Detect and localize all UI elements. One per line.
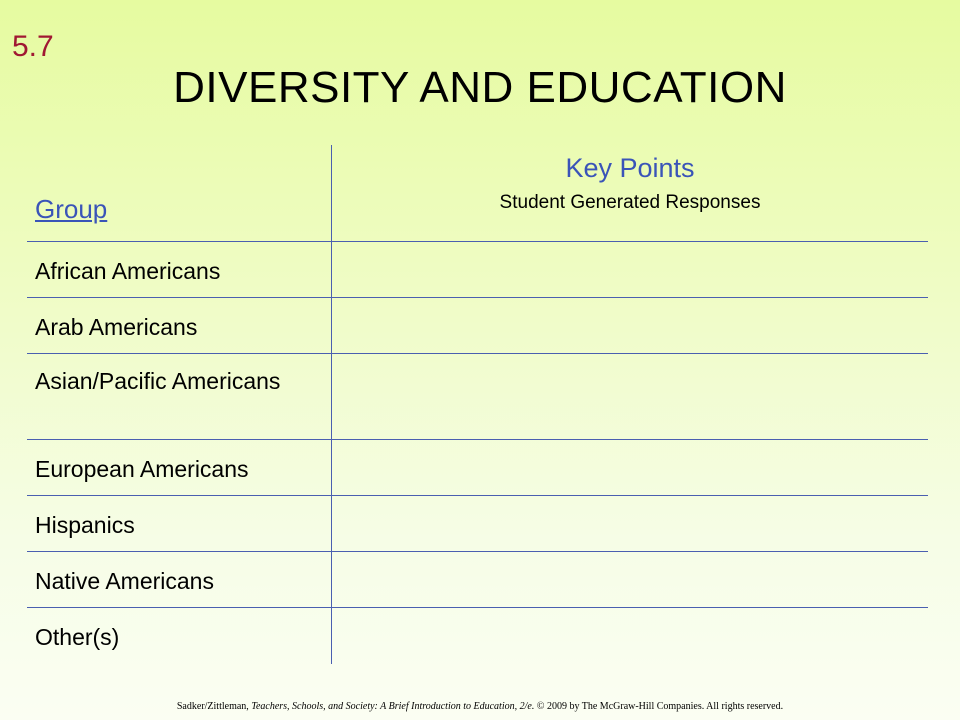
group-label-african-americans: African Americans [35, 258, 221, 284]
response-cell-asian-pacific-americans[interactable] [333, 354, 927, 439]
group-header-link[interactable]: Group [35, 194, 108, 224]
group-label-arab-americans: Arab Americans [35, 314, 198, 340]
response-cell-hispanics[interactable] [333, 496, 927, 551]
slide-number: 5.7 [12, 30, 54, 63]
group-label-european-americans: European Americans [35, 456, 249, 482]
response-cell-native-americans[interactable] [333, 552, 927, 607]
slide-title: DIVERSITY AND EDUCATION [173, 63, 787, 112]
group-label-asian-pacific-americans: Asian/Pacific Americans [35, 368, 281, 394]
group-label-native-americans: Native Americans [35, 568, 214, 594]
key-points-subheader: Student Generated Responses [499, 192, 761, 213]
group-label-hispanics: Hispanics [35, 512, 135, 538]
copyright-footer [0, 702, 960, 712]
footer-rights: © 2009 by The McGraw-Hill Companies. All rights reserved. [534, 701, 784, 712]
group-label-others: Other(s) [35, 624, 120, 650]
response-cell-african-americans[interactable] [333, 242, 927, 297]
column-divider [331, 145, 332, 664]
response-cell-others[interactable] [333, 608, 927, 664]
footer-book-title: Teachers, Schools, and Society: A Brief Introduction to Education, 2/e. [251, 701, 535, 712]
response-cell-european-americans[interactable] [333, 440, 927, 495]
key-points-header: Key Points [565, 153, 695, 183]
footer-authors: Sadker/Zittleman, [176, 701, 252, 712]
response-cell-arab-americans[interactable] [333, 298, 927, 353]
